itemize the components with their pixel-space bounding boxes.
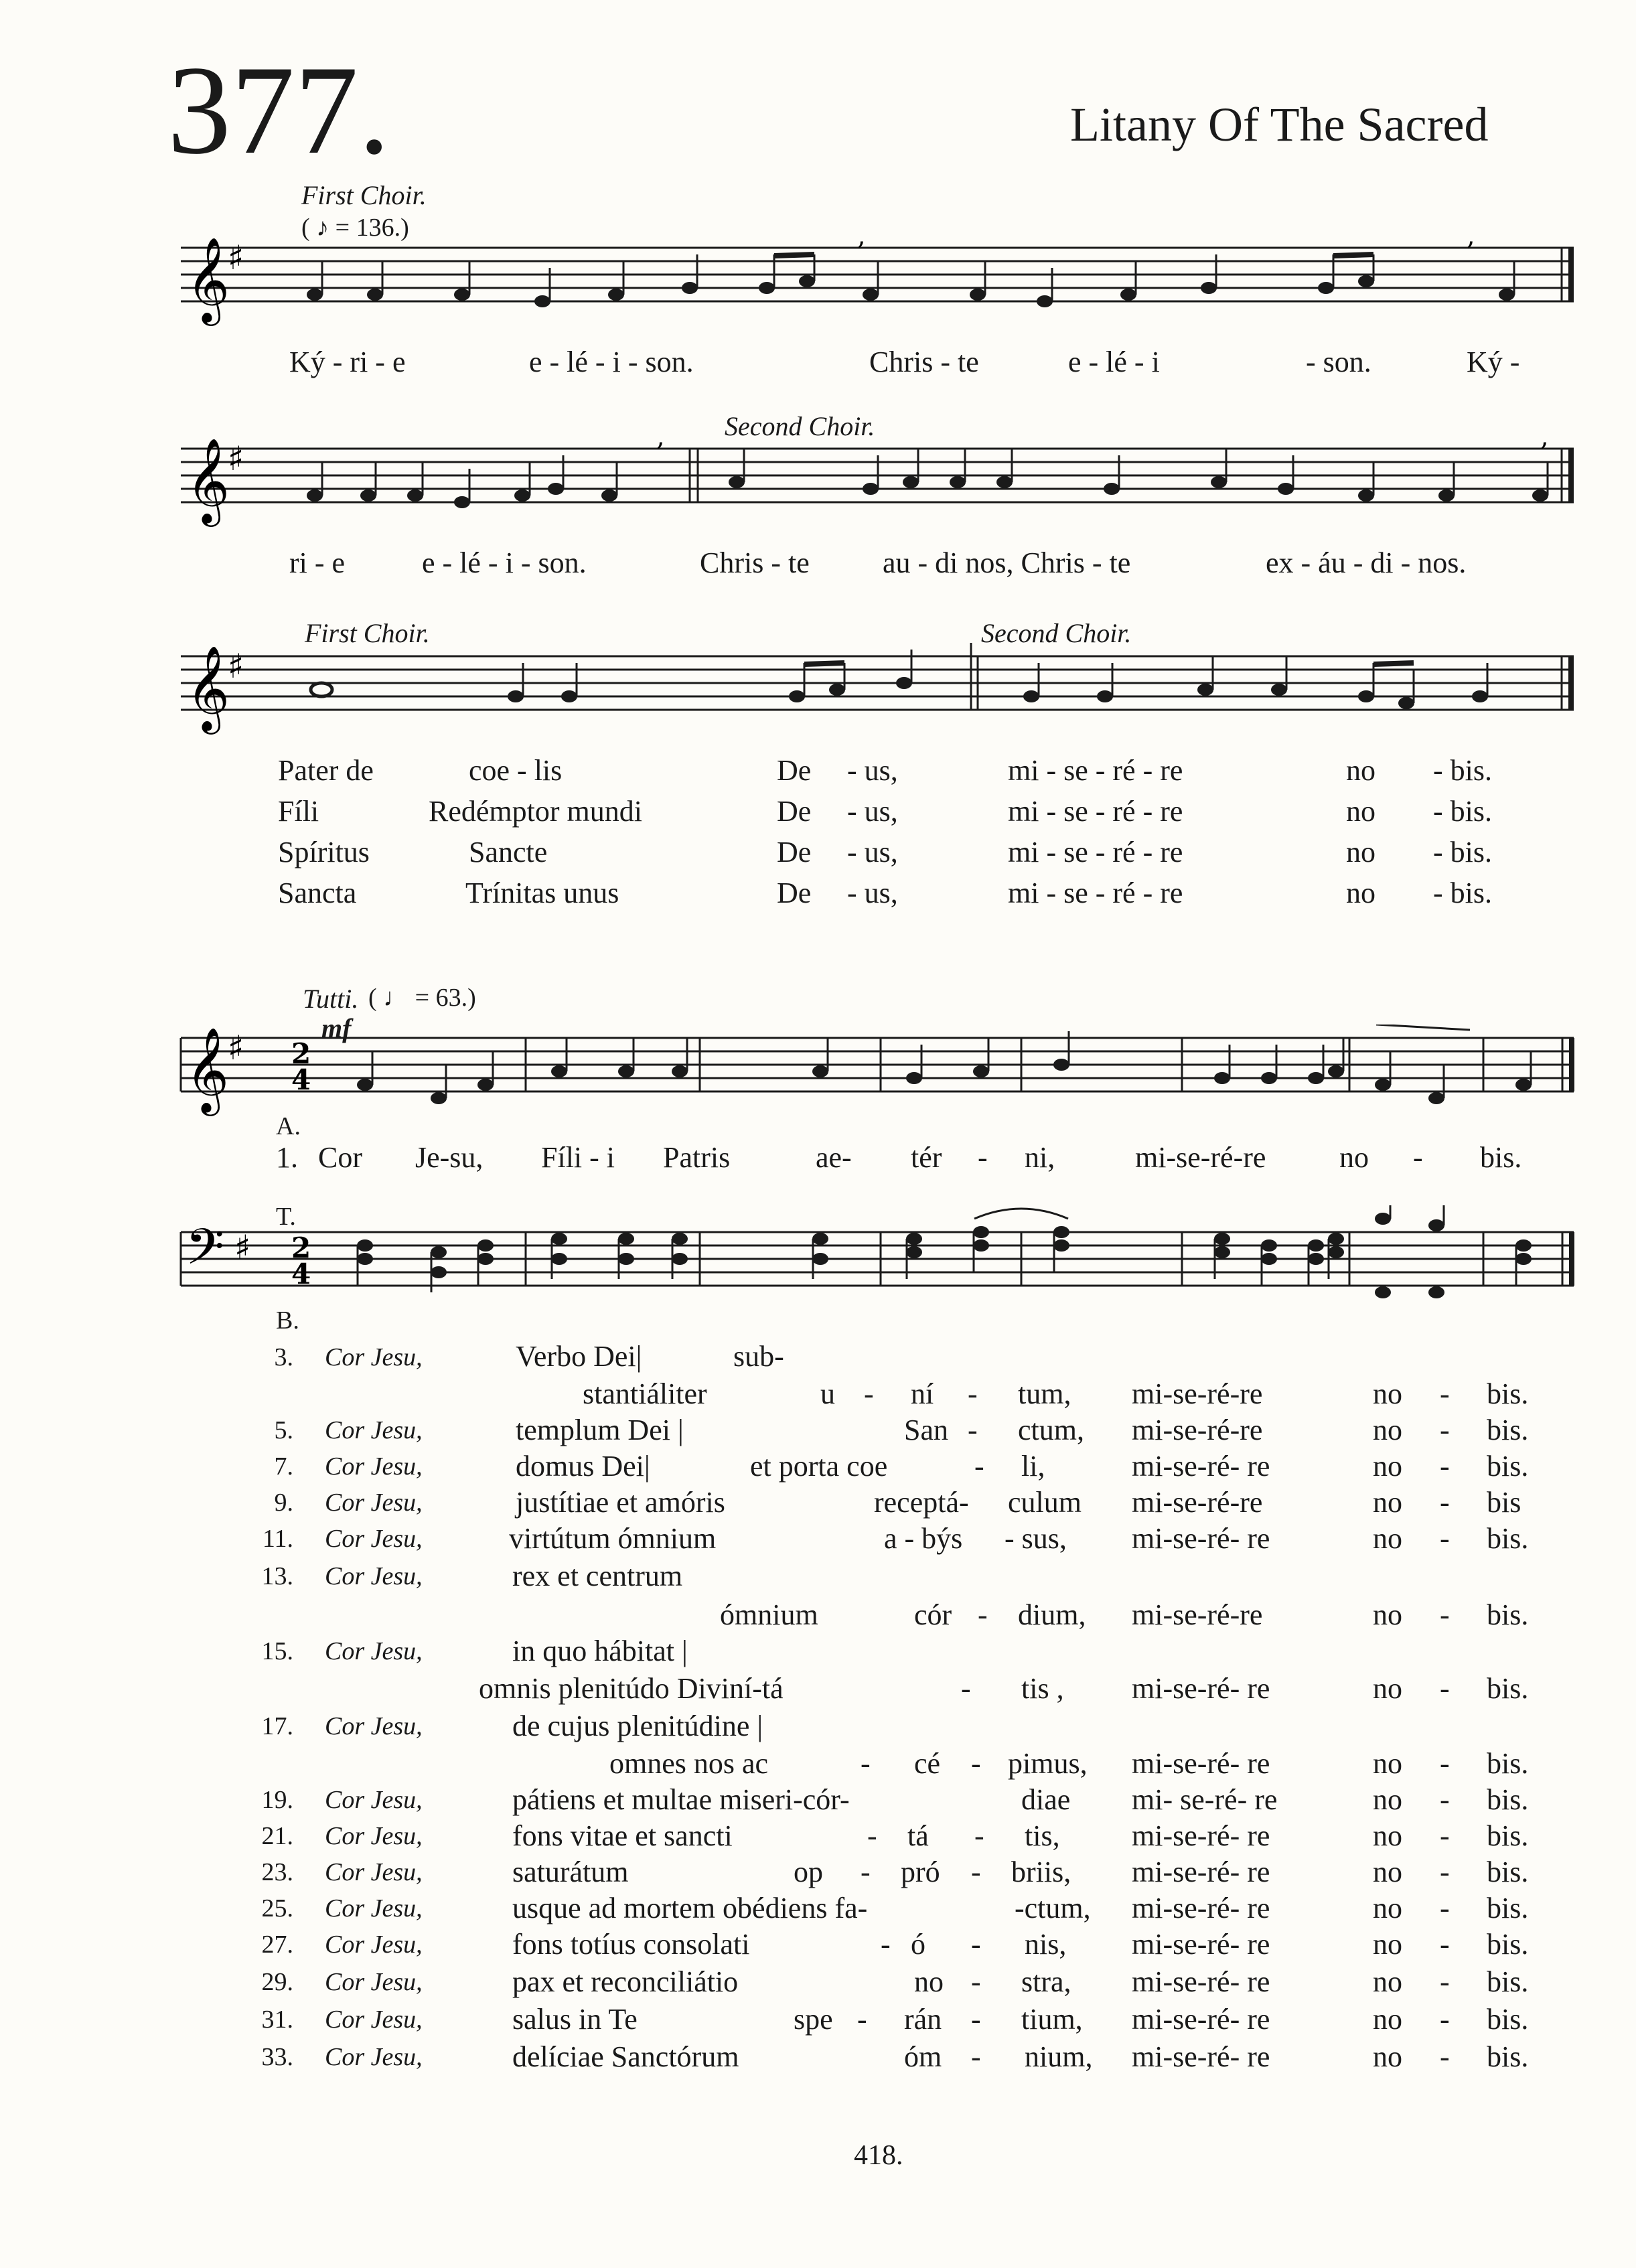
cor-jesu: Cor Jesu, xyxy=(325,1525,423,1553)
lyric: e - lé - i - son. xyxy=(422,546,587,579)
cor-jesu: Cor Jesu, xyxy=(325,1894,423,1922)
lyric: Chris - te xyxy=(700,546,810,579)
verse-text: - xyxy=(971,1856,981,1888)
verse-text: fons totíus consolati xyxy=(512,1928,750,1961)
verse-text: - xyxy=(1440,1819,1450,1852)
verse-number: 25. xyxy=(261,1894,293,1922)
verse-text: ó xyxy=(911,1928,925,1961)
lyric: Trínitas unus xyxy=(465,877,619,909)
svg-text:2: 2 xyxy=(291,1037,311,1070)
verse-text: no xyxy=(1373,2040,1402,2073)
svg-text:𝄞: 𝄞 xyxy=(186,236,230,322)
verse-text: de cujus plenitúdine | xyxy=(512,1710,763,1742)
cor-jesu: Cor Jesu, xyxy=(325,1786,423,1814)
lyric: Patris xyxy=(663,1141,731,1174)
verse-text: cór xyxy=(914,1598,952,1631)
verse-number: 33. xyxy=(261,2043,293,2071)
verse-text: mi-se-ré-re xyxy=(1132,1377,1263,1410)
verse-number: 13. xyxy=(261,1562,293,1590)
lyric: - bis. xyxy=(1433,754,1492,787)
verse-text: no xyxy=(1373,1522,1402,1555)
verse-text: - xyxy=(971,2003,981,2036)
verse-number: 1. xyxy=(276,1141,298,1174)
svg-text:𝄞: 𝄞 xyxy=(186,645,230,731)
verse-text: tium, xyxy=(1021,2003,1083,2036)
verse-text: bis. xyxy=(1487,2040,1529,2073)
verse-text: et porta coe xyxy=(750,1450,888,1483)
verse-text: mi-se-ré- re xyxy=(1132,1747,1270,1780)
verse-text: - xyxy=(867,1819,877,1852)
verse-number: 17. xyxy=(261,1712,293,1740)
cor-jesu: Cor Jesu, xyxy=(325,1562,423,1590)
lyric: - bis. xyxy=(1433,836,1492,868)
verse-text: mi-se-ré-re xyxy=(1132,1486,1263,1519)
svg-text:,: , xyxy=(1540,435,1549,452)
verse-text: mi- se-ré- re xyxy=(1132,1783,1278,1816)
verse-text: mi-se-ré- re xyxy=(1132,1892,1270,1924)
verse-text: - xyxy=(968,1414,978,1446)
verse-text: - xyxy=(971,1928,981,1961)
lyric: Ký - ri - e xyxy=(289,346,406,378)
cor-jesu: Cor Jesu, xyxy=(325,1858,423,1886)
verse-text: no xyxy=(1373,1486,1402,1519)
verse-text: - xyxy=(1440,2003,1450,2036)
page-number: 418. xyxy=(854,2140,903,2171)
lyric: De xyxy=(777,795,812,828)
verse-text: a - býs xyxy=(884,1522,963,1555)
svg-text:♯: ♯ xyxy=(234,1228,251,1267)
lyric: no xyxy=(1346,795,1375,828)
verse-text: no xyxy=(1373,1928,1402,1961)
verse-text: pátiens et multae miseri-cór- xyxy=(512,1783,850,1816)
verse-text: mi-se-ré- re xyxy=(1132,1856,1270,1888)
verse-text: - xyxy=(881,1928,891,1961)
lyric: - bis. xyxy=(1433,877,1492,909)
verse-text: bis. xyxy=(1487,1965,1529,1998)
svg-text:♯: ♯ xyxy=(228,647,244,686)
verse-number: 15. xyxy=(261,1637,293,1665)
verse-text: no xyxy=(1373,1414,1402,1446)
svg-text:2: 2 xyxy=(291,1231,311,1264)
verse-text: tá xyxy=(907,1819,929,1852)
verse-text: - xyxy=(1440,1377,1450,1410)
verse-number: 27. xyxy=(261,1931,293,1959)
verse-text: bis. xyxy=(1487,1377,1529,1410)
lyric: Ký - xyxy=(1467,346,1520,378)
music-staff xyxy=(181,643,1580,743)
verse-text: bis. xyxy=(1487,1856,1529,1888)
lyric: mi-se-ré-re xyxy=(1135,1141,1266,1174)
verse-text: bis. xyxy=(1487,1522,1529,1555)
lyric: bis. xyxy=(1480,1141,1522,1174)
verse-text: nis, xyxy=(1025,1928,1067,1961)
verse-text: no xyxy=(1373,1783,1402,1816)
lyric: au - di nos, Chris - te xyxy=(883,546,1131,579)
verse-text: mi-se-ré- re xyxy=(1132,1819,1270,1852)
cor-jesu: Cor Jesu, xyxy=(325,1416,423,1444)
verse-text: - xyxy=(968,1377,978,1410)
verse-text: - xyxy=(1440,2040,1450,2073)
lyric: De xyxy=(777,836,812,868)
lyric: e - lé - i - son. xyxy=(529,346,694,378)
tempo-marking: ( ♩ = 63.) xyxy=(368,984,476,1012)
lyric: De xyxy=(777,877,812,909)
verse-text: bis xyxy=(1487,1486,1521,1519)
verse-text: - xyxy=(971,2040,981,2073)
verse-text: ní xyxy=(911,1377,934,1410)
verse-text: no xyxy=(1373,1598,1402,1631)
verse-text: in quo hábitat | xyxy=(512,1635,688,1667)
tutti-label: Tutti. xyxy=(303,984,359,1014)
lyric: e - lé - i xyxy=(1068,346,1160,378)
lyric: Chris - te xyxy=(869,346,979,378)
music-staff-bass xyxy=(171,1205,1584,1319)
verse-text: no xyxy=(1373,1450,1402,1483)
lyric: mi - se - ré - re xyxy=(1008,836,1183,868)
verse-text: salus in Te xyxy=(512,2003,638,2036)
lyric: Cor xyxy=(318,1141,362,1174)
verse-text: cé xyxy=(914,1747,941,1780)
verse-text: justítiae et amóris xyxy=(516,1486,725,1519)
verse-number: 29. xyxy=(261,1968,293,1996)
verse-text: - xyxy=(857,2003,867,2036)
verse-text: ctum, xyxy=(1018,1414,1084,1446)
cor-jesu: Cor Jesu, xyxy=(325,1968,423,1996)
verse-text: - xyxy=(974,1450,984,1483)
svg-text:♯: ♯ xyxy=(228,1029,244,1067)
cor-jesu: Cor Jesu, xyxy=(325,1489,423,1517)
cor-jesu: Cor Jesu, xyxy=(325,1712,423,1740)
lyric: Fíli xyxy=(278,795,319,828)
verse-text: - xyxy=(1440,1856,1450,1888)
verse-text: mi-se-ré- re xyxy=(1132,1672,1270,1705)
verse-text: mi-se-ré-re xyxy=(1132,1598,1263,1631)
verse-text: -ctum, xyxy=(1015,1892,1091,1924)
verse-text: bis. xyxy=(1487,1928,1529,1961)
alto-part-label: A. xyxy=(276,1112,301,1140)
verse-text: no xyxy=(1373,1856,1402,1888)
verse-text: delíciae Sanctórum xyxy=(512,2040,739,2073)
svg-text:♯: ♯ xyxy=(228,439,244,478)
lyric: Fíli - i xyxy=(541,1141,615,1174)
lyric: - us, xyxy=(847,754,898,787)
svg-text:4: 4 xyxy=(291,1258,311,1290)
verse-text: mi-se-ré- re xyxy=(1132,2003,1270,2036)
verse-text: - xyxy=(1440,1965,1450,1998)
hymn-title: Litany Of The Sacred xyxy=(1070,98,1489,151)
verse-text: stantiáliter xyxy=(583,1377,707,1410)
verse-number: 21. xyxy=(261,1822,293,1850)
verse-text: no xyxy=(1373,1819,1402,1852)
tenor-part-label: T. xyxy=(276,1203,296,1231)
verse-text: - xyxy=(971,1965,981,1998)
verse-text: usque ad mortem obédiens fa- xyxy=(512,1892,868,1924)
lyric: ni, xyxy=(1025,1141,1055,1174)
verse-text: - xyxy=(974,1819,984,1852)
verse-text: ómnium xyxy=(720,1598,818,1631)
verse-text: - xyxy=(1440,1672,1450,1705)
lyric: - xyxy=(1413,1141,1423,1174)
svg-text:4: 4 xyxy=(291,1063,311,1096)
verse-text: pax et reconciliátio xyxy=(512,1965,739,1998)
verse-text: tis , xyxy=(1021,1672,1064,1705)
verse-text: óm xyxy=(904,2040,942,2073)
verse-text: San xyxy=(904,1414,948,1446)
verse-text: u xyxy=(820,1377,835,1410)
lyric: Sancte xyxy=(469,836,548,868)
verse-text: bis. xyxy=(1487,1450,1529,1483)
cor-jesu: Cor Jesu, xyxy=(325,1931,423,1959)
music-staff xyxy=(181,435,1580,549)
verse-text: - xyxy=(978,1598,988,1631)
verse-text: - xyxy=(1440,1450,1450,1483)
verse-text: no xyxy=(1373,1672,1402,1705)
cor-jesu: Cor Jesu, xyxy=(325,2006,423,2034)
verse-text: mi-se-ré- re xyxy=(1132,1965,1270,1998)
verse-text: diae xyxy=(1021,1783,1071,1816)
verse-text: mi-se-ré- re xyxy=(1132,2040,1270,2073)
svg-text:𝄢: 𝄢 xyxy=(185,1218,224,1288)
verse-text: no xyxy=(1373,1892,1402,1924)
verse-text: - xyxy=(861,1747,871,1780)
verse-text: Verbo Dei| xyxy=(516,1340,642,1373)
verse-text: templum Dei | xyxy=(516,1414,684,1446)
dynamic-marking: mf xyxy=(321,1013,352,1043)
verse-text: spe xyxy=(794,2003,833,2036)
lyric: no xyxy=(1346,836,1375,868)
first-choir-label: First Choir. xyxy=(301,180,427,210)
lyric: no xyxy=(1346,877,1375,909)
lyric: - us, xyxy=(847,836,898,868)
svg-text:𝄞: 𝄞 xyxy=(186,437,230,523)
verse-text: omnis plenitúdo Diviní-tá xyxy=(479,1672,784,1705)
lyric: mi - se - ré - re xyxy=(1008,795,1183,828)
verse-text: - xyxy=(1440,1783,1450,1816)
lyric: Spíritus xyxy=(278,836,370,868)
lyric: Redémptor mundi xyxy=(429,795,642,828)
verse-text: - xyxy=(1440,1414,1450,1446)
verse-text: bis. xyxy=(1487,1598,1529,1631)
svg-text:𝄞: 𝄞 xyxy=(185,1027,230,1112)
verse-number: 11. xyxy=(262,1525,293,1553)
svg-text:,: , xyxy=(857,234,866,251)
first-choir-label: First Choir. xyxy=(305,618,430,648)
verse-text: tis, xyxy=(1025,1819,1060,1852)
verse-text: - sus, xyxy=(1005,1522,1067,1555)
lyric: Pater de xyxy=(278,754,374,787)
verse-text: pimus, xyxy=(1008,1747,1088,1780)
verse-text: - xyxy=(861,1856,871,1888)
verse-text: bis. xyxy=(1487,1414,1529,1446)
verse-text: bis. xyxy=(1487,1892,1529,1924)
music-staff-treble xyxy=(171,1025,1584,1125)
lyric: ex - áu - di - nos. xyxy=(1266,546,1467,579)
verse-text: virtútum ómnium xyxy=(509,1522,717,1555)
lyric: no xyxy=(1339,1141,1369,1174)
hymn-number: 377. xyxy=(167,40,390,181)
verse-text: - xyxy=(1440,1747,1450,1780)
lyric: ae- xyxy=(816,1141,852,1174)
verse-text: no xyxy=(1373,1965,1402,1998)
cor-jesu: Cor Jesu, xyxy=(325,1343,423,1371)
verse-text: - xyxy=(971,1747,981,1780)
lyric: mi - se - ré - re xyxy=(1008,877,1183,909)
svg-text:,: , xyxy=(656,435,665,452)
lyric: ri - e xyxy=(289,546,346,579)
verse-text: briis, xyxy=(1011,1856,1071,1888)
verse-text: sub- xyxy=(733,1340,784,1373)
verse-text: no xyxy=(914,1965,944,1998)
lyric: Je-su, xyxy=(415,1141,484,1174)
lyric: - bis. xyxy=(1433,795,1492,828)
verse-text: receptá- xyxy=(874,1486,969,1519)
lyric: Sancta xyxy=(278,877,357,909)
verse-text: culum xyxy=(1008,1486,1082,1519)
lyric: coe - lis xyxy=(469,754,563,787)
verse-text: bis. xyxy=(1487,1672,1529,1705)
verse-text: bis. xyxy=(1487,2003,1529,2036)
verse-number: 23. xyxy=(261,1858,293,1886)
bass-part-label: B. xyxy=(276,1306,299,1335)
verse-text: dium, xyxy=(1018,1598,1086,1631)
verse-number: 31. xyxy=(261,2006,293,2034)
verse-text: nium, xyxy=(1025,2040,1093,2073)
verse-text: mi-se-ré-re xyxy=(1132,1414,1263,1446)
verse-text: mi-se-ré- re xyxy=(1132,1928,1270,1961)
lyric: - us, xyxy=(847,795,898,828)
verse-text: bis. xyxy=(1487,1819,1529,1852)
verse-text: - xyxy=(1440,1486,1450,1519)
verse-text: pró xyxy=(901,1856,940,1888)
cor-jesu: Cor Jesu, xyxy=(325,1822,423,1850)
verse-text: op xyxy=(794,1856,823,1888)
verse-number: 7. xyxy=(274,1452,293,1481)
verse-text: tum, xyxy=(1018,1377,1071,1410)
verse-text: - xyxy=(1440,1892,1450,1924)
verse-text: - xyxy=(864,1377,874,1410)
lyric: tér xyxy=(911,1141,942,1174)
verse-text: bis. xyxy=(1487,1783,1529,1816)
verse-text: stra, xyxy=(1021,1965,1071,1998)
verse-text: bis. xyxy=(1487,1747,1529,1780)
verse-text: rex et centrum xyxy=(512,1560,683,1592)
verse-number: 19. xyxy=(261,1786,293,1814)
verse-number: 5. xyxy=(274,1416,293,1444)
verse-text: - xyxy=(961,1672,971,1705)
verse-text: li, xyxy=(1021,1450,1045,1483)
verse-text: saturátum xyxy=(512,1856,629,1888)
verse-number: 9. xyxy=(274,1489,293,1517)
verse-text: - xyxy=(1440,1928,1450,1961)
lyric: - us, xyxy=(847,877,898,909)
verse-text: fons vitae et sancti xyxy=(512,1819,733,1852)
verse-text: no xyxy=(1373,1377,1402,1410)
lyric: mi - se - ré - re xyxy=(1008,754,1183,787)
verse-text: domus Dei| xyxy=(516,1450,650,1483)
verse-text: rán xyxy=(904,2003,942,2036)
second-choir-label: Second Choir. xyxy=(981,618,1132,648)
verse-text: mi-se-ré- re xyxy=(1132,1522,1270,1555)
verse-number: 3. xyxy=(274,1343,293,1371)
verse-text: mi-se-ré- re xyxy=(1132,1450,1270,1483)
verse-text: omnes nos ac xyxy=(609,1747,769,1780)
lyric: - xyxy=(978,1141,988,1174)
lyric: - son. xyxy=(1306,346,1371,378)
cor-jesu: Cor Jesu, xyxy=(325,2043,423,2071)
second-choir-label: Second Choir. xyxy=(725,411,875,441)
svg-text:♯: ♯ xyxy=(228,238,244,277)
lyric: De xyxy=(777,754,812,787)
verse-text: no xyxy=(1373,1747,1402,1780)
music-staff xyxy=(181,234,1580,348)
verse-text: no xyxy=(1373,2003,1402,2036)
verse-text: - xyxy=(1440,1598,1450,1631)
cor-jesu: Cor Jesu, xyxy=(325,1637,423,1665)
cor-jesu: Cor Jesu, xyxy=(325,1452,423,1481)
lyric: no xyxy=(1346,754,1375,787)
svg-text:,: , xyxy=(1467,234,1475,251)
tempo-marking: ( ♪ = 136.) xyxy=(301,214,409,242)
verse-text: - xyxy=(1440,1522,1450,1555)
